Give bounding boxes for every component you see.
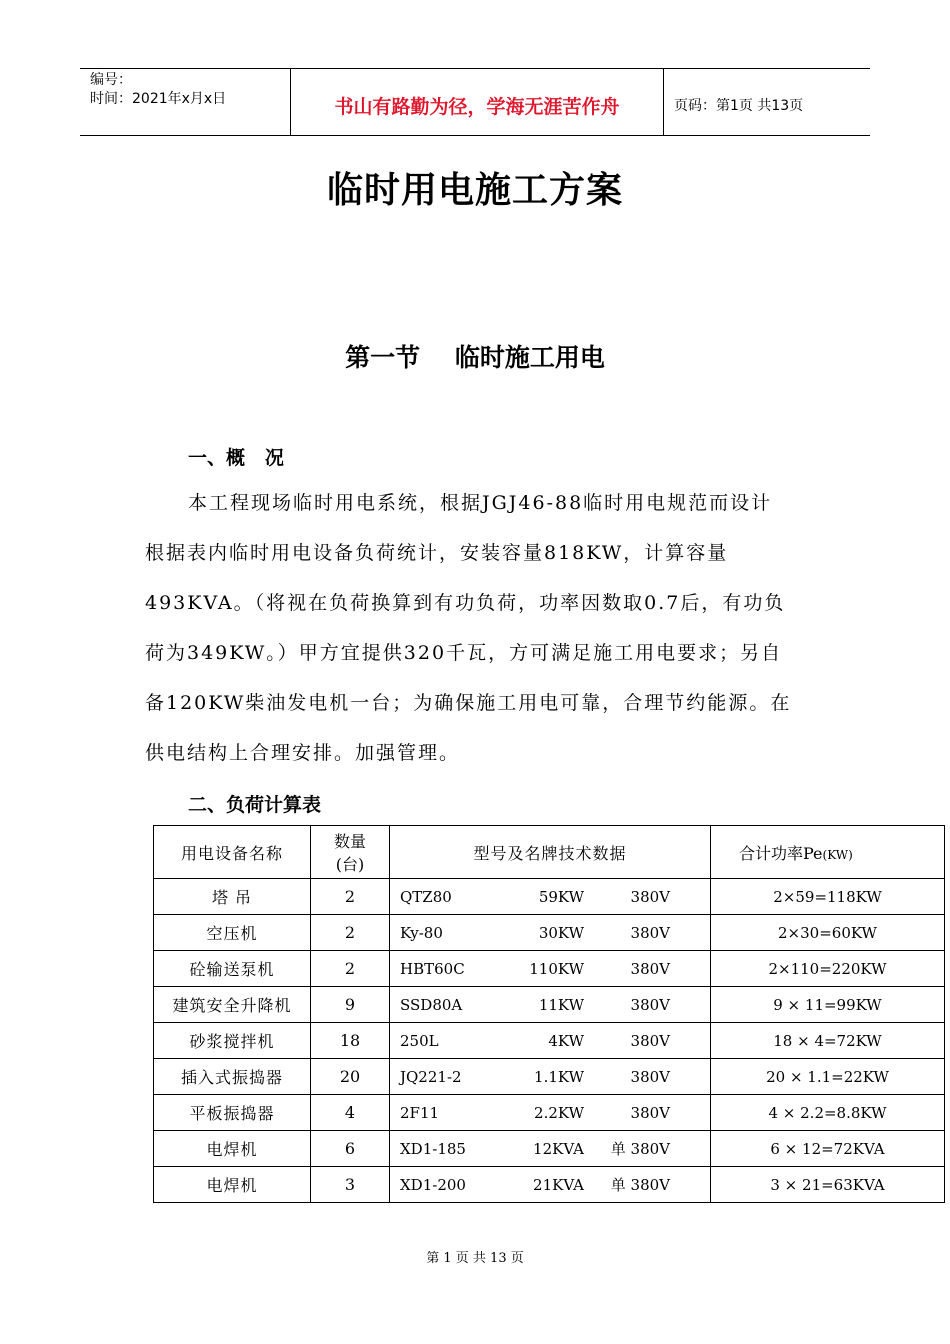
model-power: 1.1KW bbox=[534, 1067, 584, 1086]
header-page-info: 页码：第1页 共13页 bbox=[674, 98, 804, 114]
cell-total-power: 3 × 21=63KVA bbox=[711, 1167, 945, 1203]
model-power: 11KW bbox=[538, 995, 584, 1014]
cell-model-specs bbox=[390, 1059, 711, 1095]
document-number-label: 编号： bbox=[90, 72, 132, 88]
cell-model-specs bbox=[390, 915, 711, 951]
model-code: JQ221-2 bbox=[400, 1067, 462, 1086]
header-model-specs: 型号及名牌技术数据 bbox=[390, 826, 711, 879]
model-voltage: 380V bbox=[630, 1067, 670, 1086]
cell-equipment-name: 砂浆搅拌机 bbox=[154, 1023, 311, 1059]
table-row bbox=[154, 879, 945, 915]
table-row bbox=[154, 1131, 945, 1167]
cell-equipment-name: 空压机 bbox=[154, 915, 311, 951]
cell-equipment-name: 平板振捣器 bbox=[154, 1095, 311, 1131]
model-code: HBT60C bbox=[400, 959, 465, 978]
cell-total-power: 18 × 4=72KW bbox=[711, 1023, 945, 1059]
model-power: 30KW bbox=[538, 923, 584, 942]
cell-model-specs bbox=[390, 1023, 711, 1059]
cell-model-specs bbox=[390, 879, 711, 915]
header-equipment-name: 用电设备名称 bbox=[154, 826, 311, 879]
model-power: 12KVA bbox=[533, 1140, 584, 1158]
cell-quantity: 2 bbox=[311, 879, 390, 915]
header-quantity bbox=[311, 826, 390, 879]
model-code: Ky-80 bbox=[400, 923, 443, 942]
cell-model-specs bbox=[390, 951, 711, 987]
cell-quantity: 20 bbox=[311, 1059, 390, 1095]
model-power: 2.2KW bbox=[534, 1103, 584, 1122]
cell-quantity: 6 bbox=[311, 1131, 390, 1167]
model-voltage: 380V bbox=[630, 1103, 670, 1122]
model-code: XD1-185 bbox=[400, 1140, 466, 1158]
cell-quantity: 2 bbox=[311, 915, 390, 951]
cell-total-power: 9 × 11=99KW bbox=[711, 987, 945, 1023]
document-date: 时间：2021年x月x日 bbox=[90, 91, 227, 107]
model-power: 21KVA bbox=[533, 1176, 584, 1194]
document-title: 临时用电施工方案 bbox=[326, 170, 623, 211]
model-voltage: 380V bbox=[630, 1031, 670, 1050]
heading-overview: 一、概 况 bbox=[188, 447, 284, 469]
table-row bbox=[154, 951, 945, 987]
header-total-power bbox=[711, 826, 945, 879]
cell-total-power: 2×59=118KW bbox=[711, 879, 945, 915]
cell-quantity: 9 bbox=[311, 987, 390, 1023]
header-total-power-label: 合计功率Pe bbox=[739, 843, 823, 863]
model-code: XD1-200 bbox=[400, 1176, 466, 1194]
model-code: 250L bbox=[400, 1031, 439, 1050]
header-meta bbox=[80, 69, 291, 136]
header-total-power-unit: (KW) bbox=[822, 847, 853, 862]
model-voltage: 单 380V bbox=[610, 1140, 670, 1158]
paragraph-line: 根据表内临时用电设备负荷统计，安装容量818KW，计算容量 bbox=[145, 542, 729, 564]
cell-equipment-name: 砼输送泵机 bbox=[154, 951, 311, 987]
table-row bbox=[154, 915, 945, 951]
cell-model-specs bbox=[390, 1167, 711, 1203]
load-calculation-table bbox=[153, 825, 945, 1203]
cell-equipment-name: 建筑安全升降机 bbox=[154, 987, 311, 1023]
model-code: SSD80A bbox=[400, 995, 463, 1014]
paragraph-line: 供电结构上合理安排。加强管理。 bbox=[145, 742, 461, 764]
model-voltage: 380V bbox=[630, 959, 670, 978]
model-power: 4KW bbox=[548, 1031, 584, 1050]
cell-equipment-name: 电焊机 bbox=[154, 1131, 311, 1167]
model-code: QTZ80 bbox=[400, 887, 452, 906]
paragraph-line: 493KVA。（将视在负荷换算到有功负荷，功率因数取0.7后，有功负 bbox=[145, 592, 786, 614]
cell-model-specs bbox=[390, 1095, 711, 1131]
cell-quantity: 18 bbox=[311, 1023, 390, 1059]
model-voltage: 380V bbox=[630, 995, 670, 1014]
section-title: 第一节 临时施工用电 bbox=[345, 343, 605, 372]
table-row bbox=[154, 1023, 945, 1059]
cell-quantity: 3 bbox=[311, 1167, 390, 1203]
paragraph-line: 荷为349KW。）甲方宜提供320千瓦，方可满足施工用电要求；另自 bbox=[145, 642, 783, 664]
cell-total-power: 2×110=220KW bbox=[711, 951, 945, 987]
cell-model-specs bbox=[390, 987, 711, 1023]
cell-model-specs bbox=[390, 1131, 711, 1167]
table-row bbox=[154, 987, 945, 1023]
cell-total-power: 6 × 12=72KVA bbox=[711, 1131, 945, 1167]
cell-total-power: 2×30=60KW bbox=[711, 915, 945, 951]
paragraph-line: 备120KW柴油发电机一台；为确保施工用电可靠，合理节约能源。在 bbox=[145, 692, 792, 714]
table-row bbox=[154, 1167, 945, 1203]
header-quantity-label: 数量 bbox=[333, 832, 366, 851]
cell-total-power: 20 × 1.1=22KW bbox=[711, 1059, 945, 1095]
model-power: 59KW bbox=[538, 887, 584, 906]
model-power: 110KW bbox=[529, 959, 584, 978]
cell-equipment-name: 塔 吊 bbox=[154, 879, 311, 915]
table-row bbox=[154, 1095, 945, 1131]
model-voltage: 380V bbox=[630, 923, 670, 942]
header-quantity-unit: (台) bbox=[335, 855, 365, 874]
table-row bbox=[154, 1059, 945, 1095]
page-footer: 第 1 页 共 13 页 bbox=[426, 1251, 524, 1266]
cell-total-power: 4 × 2.2=8.8KW bbox=[711, 1095, 945, 1131]
model-voltage: 单 380V bbox=[610, 1176, 670, 1194]
paragraph-line: 本工程现场临时用电系统，根据JGJ46-88临时用电规范而设计 bbox=[188, 492, 773, 514]
header-motto: 书山有路勤为径，学海无涯苦作舟 bbox=[291, 69, 664, 136]
model-voltage: 380V bbox=[630, 887, 670, 906]
page-header bbox=[80, 68, 870, 136]
model-code: 2F11 bbox=[400, 1103, 440, 1122]
cell-quantity: 2 bbox=[311, 951, 390, 987]
cell-quantity: 4 bbox=[311, 1095, 390, 1131]
cell-equipment-name: 插入式振捣器 bbox=[154, 1059, 311, 1095]
table-header-row bbox=[154, 826, 945, 879]
heading-load-table: 二、负荷计算表 bbox=[188, 794, 322, 816]
cell-equipment-name: 电焊机 bbox=[154, 1167, 311, 1203]
